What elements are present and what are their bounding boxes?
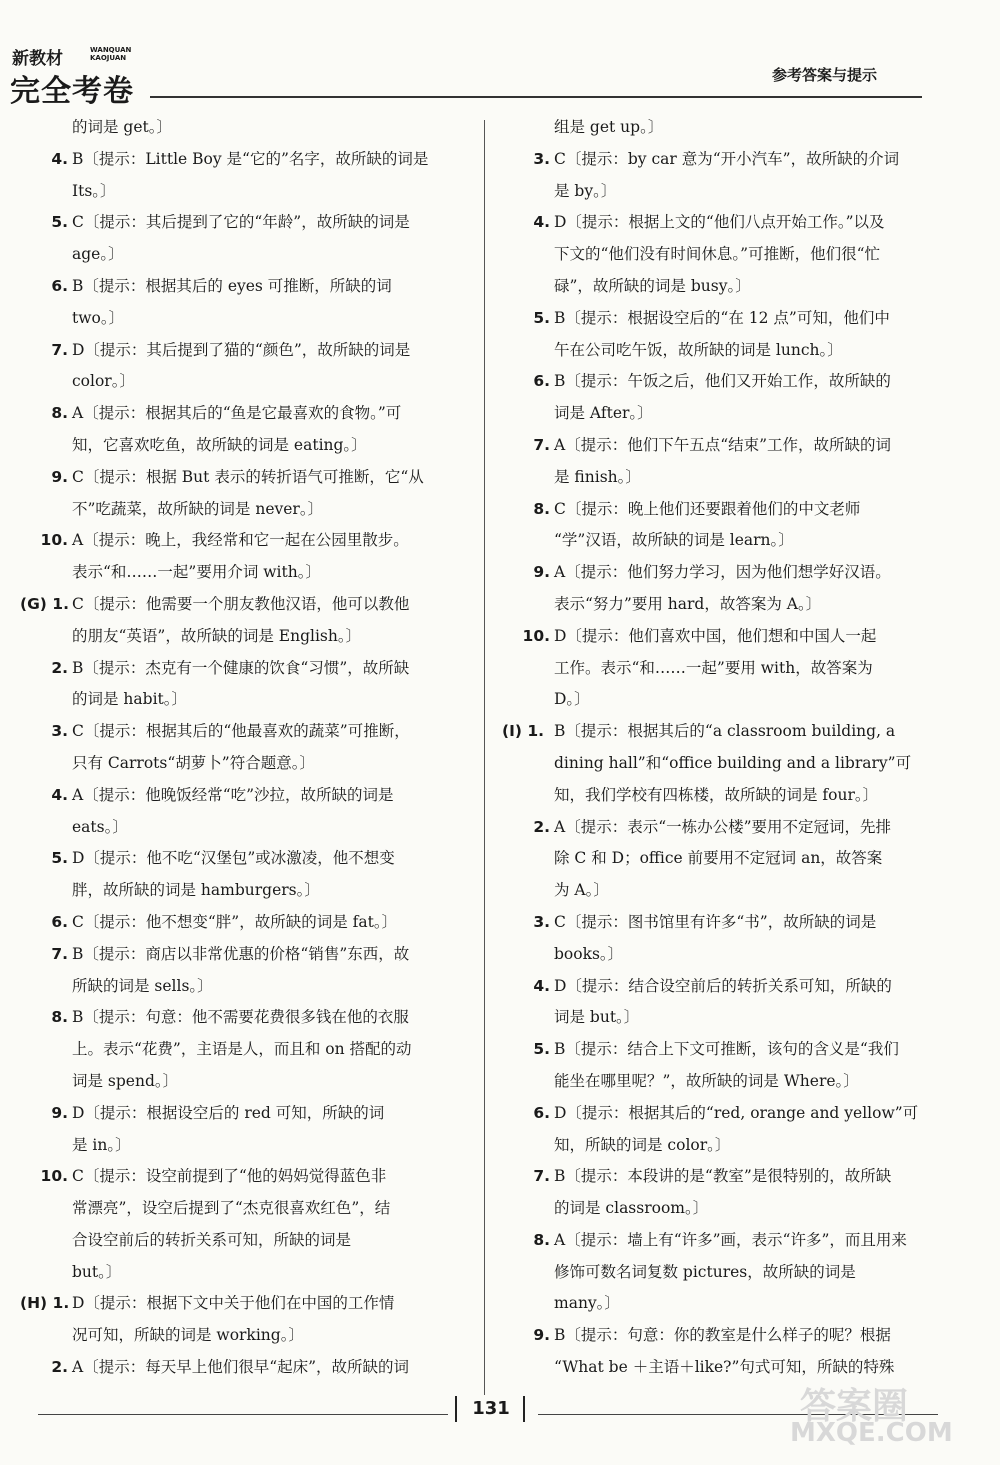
answer-text: D〔提示：结合设空前后的转折关系可知，所缺的	[554, 976, 892, 995]
answer-line	[20, 1257, 490, 1289]
answer-line	[20, 335, 490, 367]
answer-text: 不”吃蔬菜，故所缺的词是 never。〕	[72, 499, 324, 518]
answer-text: 的朋友“英语”，故所缺的词是 English。〕	[72, 626, 362, 645]
footer-bar-right	[523, 1396, 525, 1422]
answer-line	[502, 557, 972, 589]
answer-text: 下文的“他们没有时间休息。”可推断，他们很“忙	[554, 245, 881, 264]
answer-line	[502, 875, 972, 907]
answer-text: B〔提示：本段讲的是“教室”是很特别的，故所缺	[554, 1167, 892, 1186]
answer-line	[502, 1193, 972, 1225]
watermark	[790, 1378, 990, 1458]
question-number: 8.	[533, 1230, 550, 1249]
question-number: 5.	[51, 213, 68, 232]
question-number: 3.	[533, 912, 550, 931]
answer-line	[20, 1130, 490, 1162]
answer-line	[20, 176, 490, 208]
brand-pinyin	[90, 46, 131, 62]
answer-line	[20, 621, 490, 653]
question-number: 10.	[40, 531, 68, 550]
question-number: 5.	[533, 1040, 550, 1059]
answer-text: D〔提示：他不吃“汉堡包”或冰激凌，他不想变	[72, 849, 395, 868]
watermark-cn: 答案圈	[800, 1386, 909, 1427]
answer-line	[20, 653, 490, 685]
answer-text: D〔提示：根据其后的“red, orange and yellow”可	[554, 1103, 919, 1122]
answer-text: 是 in。〕	[72, 1135, 131, 1154]
answer-text: A〔提示：晚上，我经常和它一起在公园里散步。	[72, 531, 409, 550]
answer-text: many。〕	[554, 1294, 620, 1313]
answer-line	[20, 1066, 490, 1098]
question-number: 10.	[40, 1167, 68, 1186]
answer-text: B〔提示：句意：你的教室是什么样子的呢？根据	[554, 1326, 891, 1345]
answer-text: 碌”，故所缺的词是 busy。〕	[554, 276, 751, 295]
answer-line	[20, 843, 490, 875]
answer-text: C〔提示：图书馆里有许多“书”，故所缺的词是	[554, 912, 877, 931]
answer-line	[20, 1161, 490, 1193]
question-number: 6.	[51, 276, 68, 295]
answer-text: B〔提示：根据其后的“a classroom building, a	[554, 722, 896, 741]
question-number: 2.	[51, 1358, 68, 1377]
answer-line	[502, 684, 972, 716]
answer-line	[20, 239, 490, 271]
answer-text: two。〕	[72, 308, 125, 327]
answer-line	[20, 1098, 490, 1130]
answer-line	[502, 621, 972, 653]
question-number: 2.	[533, 817, 550, 836]
answer-text: but。〕	[72, 1262, 122, 1281]
question-number: 7.	[533, 435, 550, 454]
answer-text: C〔提示：by car 意为“开小汽车”，故所缺的介词	[554, 149, 900, 168]
answer-text: B〔提示：杰克有一个健康的饮食“习惯”，故所缺	[72, 658, 410, 677]
answer-line	[20, 1320, 490, 1352]
answer-text: 的词是 classroom。〕	[554, 1199, 709, 1218]
left-answer-column	[20, 112, 490, 1384]
answer-text: 午在公司吃午饭，故所缺的词是 lunch。〕	[554, 340, 843, 359]
question-number: (I) 1.	[502, 722, 545, 741]
answer-line	[20, 1352, 490, 1384]
answer-line	[502, 1257, 972, 1289]
answer-line	[502, 939, 972, 971]
question-number: 7.	[51, 340, 68, 359]
answer-line	[502, 1225, 972, 1257]
answer-line	[20, 971, 490, 1003]
answer-text: 合设空前后的转折关系可知，所缺的词是	[72, 1230, 352, 1249]
answer-text: C〔提示：根据 But 表示的转折语气可推断，它“从	[72, 467, 424, 486]
answer-text: 所缺的词是 sells。〕	[72, 976, 213, 995]
answer-text: B〔提示：根据其后的 eyes 可推断，所缺的词	[72, 276, 392, 295]
answer-line	[20, 207, 490, 239]
answer-text: C〔提示：其后提到了它的“年龄”，故所缺的词是	[72, 213, 410, 232]
answer-text: 常漂亮”，设空后提到了“杰克很喜欢红色”，结	[72, 1199, 391, 1218]
question-number: 9.	[51, 1103, 68, 1122]
answer-text: C〔提示：设空前提到了“他的妈妈觉得蓝色非	[72, 1167, 387, 1186]
answer-text: dining hall”和“office building and a library”可	[554, 753, 912, 772]
answer-line	[502, 430, 972, 462]
answer-text: 工作。表示“和……一起”要用 with，故答案为	[554, 658, 873, 677]
answer-line	[20, 494, 490, 526]
answer-text: 知，所缺的词是 color。〕	[554, 1135, 731, 1154]
question-number: 4.	[51, 785, 68, 804]
answer-line	[20, 589, 490, 621]
answer-text: D〔提示：根据上文的“他们八点开始工作。”以及	[554, 213, 885, 232]
answer-text: C〔提示：根据其后的“他最喜欢的蔬菜”可推断，	[72, 722, 410, 741]
answer-text: D〔提示：他们喜欢中国，他们想和中国人一起	[554, 626, 877, 645]
answer-line	[502, 1130, 972, 1162]
header-divider	[150, 96, 922, 98]
answer-line	[20, 462, 490, 494]
answer-text: C〔提示：他不想变“胖”，故所缺的词是 fat。〕	[72, 912, 398, 931]
answer-line	[20, 525, 490, 557]
question-number: 3.	[533, 149, 550, 168]
watermark-en: MXQE.COM	[790, 1418, 953, 1448]
answer-line	[502, 812, 972, 844]
question-number: 8.	[533, 499, 550, 518]
answer-line	[502, 1098, 972, 1130]
answer-line	[20, 398, 490, 430]
answer-text: A〔提示：他们下午五点“结束”工作，故所缺的词	[554, 435, 892, 454]
question-number: 9.	[533, 1326, 550, 1345]
answer-line	[502, 1066, 972, 1098]
answer-line	[502, 207, 972, 239]
answer-text: 修饰可数名词复数 pictures，故所缺的词是	[554, 1262, 856, 1281]
question-number: 7.	[51, 944, 68, 963]
answer-line	[502, 176, 972, 208]
answer-text: B〔提示：根据设空后的“在 12 点”可知，他们中	[554, 308, 890, 327]
answer-text: B〔提示：结合上下文可推断，该句的含义是“我们	[554, 1040, 899, 1059]
answer-text: 词是 but。〕	[554, 1008, 640, 1027]
answer-line	[502, 653, 972, 685]
answer-line	[20, 1002, 490, 1034]
answer-text: 知，我们学校有四栋楼，故所缺的词是 four。〕	[554, 785, 879, 804]
answer-text: D〔提示：其后提到了猫的“颜色”，故所缺的词是	[72, 340, 411, 359]
answer-text: color。〕	[72, 372, 135, 391]
brand-pinyin-2: KAOJUAN	[90, 54, 127, 62]
section-title: 参考答案与提示	[772, 66, 878, 84]
answer-line	[20, 1193, 490, 1225]
question-number: 4.	[533, 976, 550, 995]
answer-text: 表示“努力”要用 hard，故答案为 A。〕	[554, 594, 822, 613]
answer-text: A〔提示：根据其后的“鱼是它最喜欢的食物。”可	[72, 404, 402, 423]
answer-line	[502, 462, 972, 494]
answer-text: 上。表示“花费”，主语是人，而且和 on 搭配的动	[72, 1040, 412, 1059]
answer-text: A〔提示：每天早上他们很早“起床”，故所缺的词	[72, 1358, 410, 1377]
answer-text: 词是 After。〕	[554, 404, 653, 423]
answer-line	[20, 939, 490, 971]
answer-text: 组是 get up。〕	[554, 118, 664, 136]
column-divider	[484, 120, 485, 1395]
answer-line	[20, 1034, 490, 1066]
answer-text: 的词是 get。〕	[72, 118, 173, 136]
brand-logo-text: 完全考卷	[10, 74, 134, 109]
answer-line	[502, 303, 972, 335]
question-number: 6.	[51, 912, 68, 931]
answer-text: C〔提示：晚上他们还要跟着他们的中文老师	[554, 499, 861, 518]
answer-text: 是 finish。〕	[554, 467, 641, 486]
answer-line	[20, 557, 490, 589]
brand-label: 新教材	[12, 49, 63, 69]
answer-text: 除 C 和 D；office 前要用不定冠词 an，故答案	[554, 849, 883, 868]
question-number: 8.	[51, 1008, 68, 1027]
answer-line	[502, 1002, 972, 1034]
answer-line	[20, 684, 490, 716]
answer-line	[20, 1225, 490, 1257]
question-number: 5.	[51, 849, 68, 868]
answer-text: “学”汉语，故所缺的词是 learn。〕	[554, 531, 794, 550]
answer-text: 是 by。〕	[554, 181, 617, 200]
answer-text: B〔提示：Little Boy 是“它的”名字，故所缺的词是	[72, 149, 429, 168]
answer-line	[20, 907, 490, 939]
answer-line	[502, 525, 972, 557]
answer-text: 词是 spend。〕	[72, 1071, 179, 1090]
question-number: 10.	[522, 626, 550, 645]
page-header	[0, 0, 1000, 110]
answer-line	[502, 335, 972, 367]
answer-line	[502, 112, 972, 144]
question-number: 5.	[533, 308, 550, 327]
question-number: 6.	[533, 372, 550, 391]
answer-line	[20, 875, 490, 907]
answer-line	[20, 112, 490, 144]
question-number: 6.	[533, 1103, 550, 1122]
answer-text: 的词是 habit。〕	[72, 690, 188, 709]
answer-text: B〔提示：商店以非常优惠的价格“销售”东西，故	[72, 944, 410, 963]
right-answer-column	[502, 112, 972, 1384]
answer-text: 表示“和……一起”要用介词 with。〕	[72, 563, 321, 582]
question-number: 4.	[51, 149, 68, 168]
answer-text: 胖，故所缺的词是 hamburgers。〕	[72, 881, 320, 900]
answer-line	[20, 144, 490, 176]
question-number: 4.	[533, 213, 550, 232]
question-number: (G) 1.	[20, 594, 69, 613]
question-number: 2.	[51, 658, 68, 677]
answer-line	[502, 494, 972, 526]
answer-text: A〔提示：他们努力学习，因为他们想学好汉语。	[554, 563, 891, 582]
answer-line	[502, 1034, 972, 1066]
answer-line	[20, 780, 490, 812]
question-number: 7.	[533, 1167, 550, 1186]
answer-text: A〔提示：他晚饭经常“吃”沙拉，故所缺的词是	[72, 785, 394, 804]
answer-text: A〔提示：墙上有“许多”画，表示“许多”，而且用来	[554, 1230, 907, 1249]
answer-line	[20, 716, 490, 748]
answer-text: B〔提示：句意：他不需要花费很多钱在他的衣服	[72, 1008, 409, 1027]
answer-line	[502, 716, 972, 748]
answer-text: C〔提示：他需要一个朋友教他汉语，他可以教他	[72, 594, 410, 613]
answer-text: A〔提示：表示“一栋办公楼”要用不定冠词，先排	[554, 817, 892, 836]
answer-line	[502, 843, 972, 875]
answer-text: 只有 Carrots“胡萝卜”符合题意。〕	[72, 753, 315, 772]
question-number: 8.	[51, 404, 68, 423]
footer-rule-left	[38, 1414, 448, 1415]
answer-line	[502, 366, 972, 398]
answer-line	[502, 589, 972, 621]
answer-text: D〔提示：根据设空后的 red 可知，所缺的词	[72, 1103, 385, 1122]
answer-text: 知，它喜欢吃鱼，故所缺的词是 eating。〕	[72, 435, 367, 454]
question-number: 9.	[533, 563, 550, 582]
answer-line	[20, 303, 490, 335]
answer-text: age。〕	[72, 245, 124, 264]
answer-line	[502, 239, 972, 271]
answer-text: 为 A。〕	[554, 881, 609, 900]
answer-line	[20, 748, 490, 780]
answer-line	[20, 366, 490, 398]
answer-text: 能坐在哪里呢？”，故所缺的词是 Where。〕	[554, 1071, 859, 1090]
brand-pinyin-1: WANQUAN	[90, 46, 132, 54]
answer-line	[20, 812, 490, 844]
answer-line	[20, 271, 490, 303]
question-number: 3.	[51, 722, 68, 741]
question-number: (H) 1.	[20, 1294, 70, 1313]
answer-line	[502, 907, 972, 939]
answer-line	[502, 1320, 972, 1352]
answer-line	[502, 398, 972, 430]
answer-text: “What be ＋主语＋like?”句式可知，所缺的特殊	[554, 1358, 895, 1377]
answer-line	[502, 1161, 972, 1193]
answer-text: eats。〕	[72, 817, 128, 836]
answer-line	[20, 430, 490, 462]
answer-text: D〔提示：根据下文中关于他们在中国的工作情	[72, 1294, 395, 1313]
answer-text: D。〕	[554, 690, 590, 709]
answer-line	[502, 271, 972, 303]
answer-text: Its。〕	[72, 181, 116, 200]
answer-line	[502, 780, 972, 812]
footer-bar-left	[455, 1396, 457, 1422]
answer-line	[502, 1288, 972, 1320]
question-number: 9.	[51, 467, 68, 486]
answer-text: books。〕	[554, 944, 624, 963]
answer-text: B〔提示：午饭之后，他们又开始工作，故所缺的	[554, 372, 891, 391]
page-number: 131	[472, 1398, 510, 1419]
answer-line	[20, 1288, 490, 1320]
answer-line	[502, 971, 972, 1003]
answer-text: 况可知，所缺的词是 working。〕	[72, 1326, 304, 1345]
answer-line	[502, 748, 972, 780]
answer-line	[502, 144, 972, 176]
